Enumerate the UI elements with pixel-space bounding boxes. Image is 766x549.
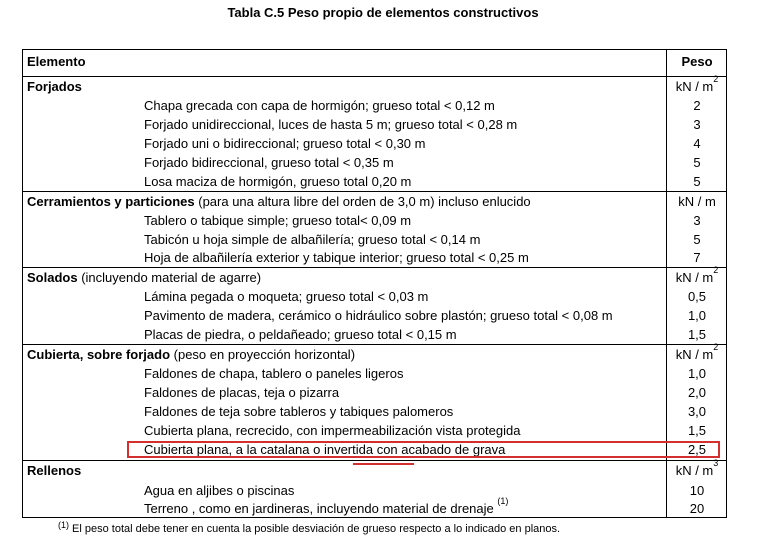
header-weight: Peso [681, 54, 713, 69]
weights-table [22, 49, 727, 518]
section-row-solados: Solados (incluyendo material de agarre) kN / $m^2$ [27, 265, 719, 285]
section-row-forjados: Forjados kN / $m^2$ [27, 74, 719, 94]
table-row: Tabicón u hoja simple de albañilería; grueso total < 0,14 m 5 [144, 232, 701, 247]
table-row: Forjado unidireccional, luces de hasta 5 m; grueso total < 0,28 m 3 [144, 117, 701, 132]
header-element: Elemento [27, 54, 86, 69]
table-row: Faldones de placas, teja o pizarra 2,0 [144, 385, 707, 400]
section-row-rellenos: Rellenos kN / $m^3$ [27, 458, 719, 478]
table-row: Tablero o tabique simple; grueso total< 0,09 m 3 [144, 213, 701, 228]
table-row: Chapa grecada con capa de hormigón; grueso total < 0,12 m 2 [144, 98, 701, 113]
section-row-cubierta: Cubierta, sobre forjado (peso en proyección horizontal) kN / $m^2$ [27, 342, 719, 362]
table-row: Forjado bidireccional, grueso total < 0,35 m 5 [144, 155, 701, 170]
table-row: Faldones de teja sobre tableros y tabiques palomeros 3,0 [144, 404, 707, 419]
table-title: Tabla C.5 Peso propio de elementos constructivos [227, 5, 539, 20]
table-row: Placas de piedra, o peldañeado; grueso total < 0,15 m 1,5 [144, 327, 707, 342]
table-row: Agua en aljibes o piscinas 10 [144, 483, 705, 498]
table-row: Forjado uni o bidireccional; grueso total < 0,30 m 4 [144, 136, 701, 151]
table-row: Faldones de chapa, tablero o paneles ligeros 1,0 [144, 366, 707, 381]
table-row-highlighted: Cubierta plana, a la catalana o invertida con acabado de grava 2,5 [144, 442, 707, 457]
highlight-box [127, 441, 720, 458]
table-row: Terreno , como en jardineras, incluyendo material de drenaje $^{(1)}$ 20 [144, 496, 705, 516]
table-row: Pavimento de madera, cerámico o hidráulico sobre plastón; grueso total < 0,08 m 1,0 [144, 308, 707, 323]
table-row: Hoja de albañilería exterior y tabique interior; grueso total < 0,25 m 7 [144, 250, 701, 265]
section-row-cerramientos: Cerramientos y particiones (para una altura libre del orden de 3,0 m) incluso enlucido kN / m [27, 194, 716, 209]
highlight-underline [353, 463, 414, 465]
table-row: Cubierta plana, recrecido, con impermeabilización vista protegida 1,5 [144, 423, 707, 438]
footnote: $^{(1)}$ El peso total debe tener en cuenta la posible desviación de grueso respecto a lo indicado en planos. [58, 520, 561, 535]
table-row: Lámina pegada o moqueta; grueso total < 0,03 m 0,5 [144, 289, 707, 304]
table-row: Losa maciza de hormigón, grueso total 0,20 m 5 [144, 174, 701, 189]
